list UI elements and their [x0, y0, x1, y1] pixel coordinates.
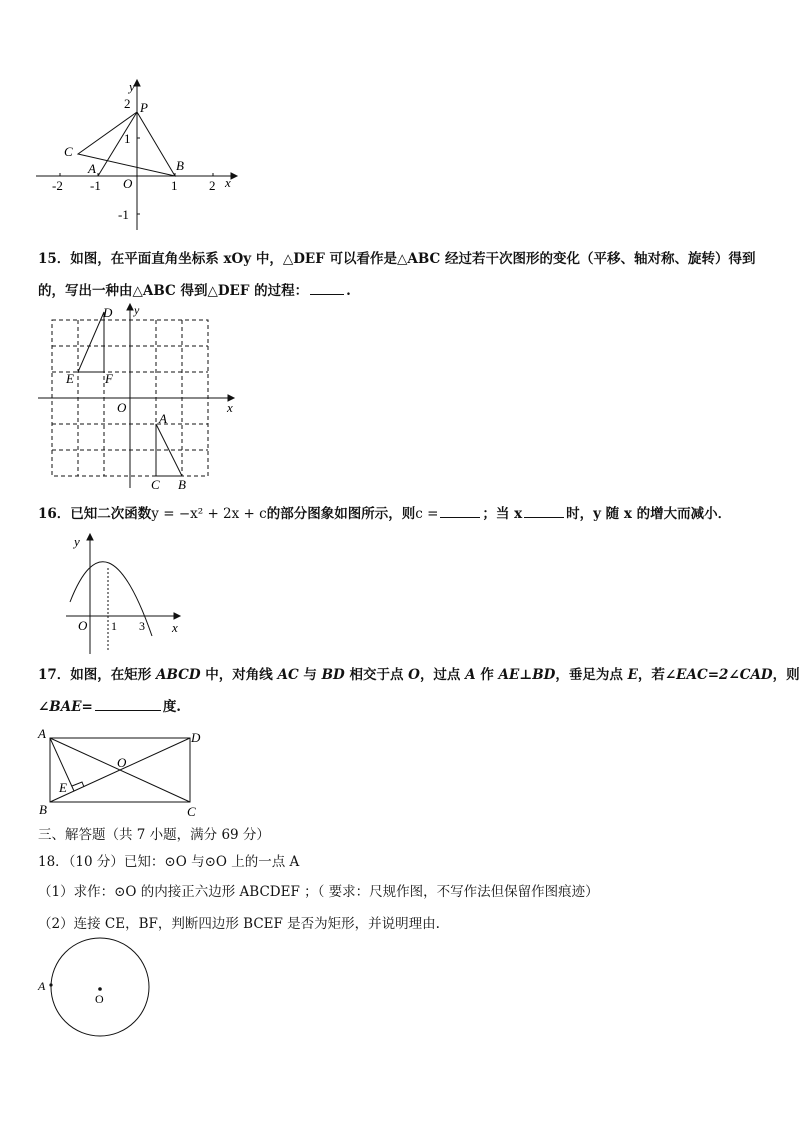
q16-line: [38, 503, 762, 524]
fig14-ytick-1: 1: [124, 131, 131, 146]
q17-answer-blank: [95, 696, 161, 711]
triangle-def: [78, 312, 104, 372]
q15-answer-blank: [310, 280, 344, 295]
fig16-axis-x: x: [172, 620, 178, 635]
q16-formula: y = −x² + 2x + c: [151, 506, 267, 522]
q17-text-e: ，过点: [419, 667, 466, 683]
q15-line2-text: 的，写出一种由△ABC 得到△DEF 的过程：: [38, 283, 309, 299]
fig18-label-a: A: [38, 979, 46, 993]
q17-o: O: [408, 667, 420, 683]
q15-line1: 15．如图，在平面直角坐标系 xOy 中，△DEF 可以看作是△ABC 经过若干次图形的变化（平移、轴对称、旋转）得到: [38, 251, 756, 267]
q17-line2: [38, 696, 762, 717]
fig18-label-o: O: [95, 992, 104, 1006]
fig15-label-e: E: [66, 371, 74, 386]
q17-text-g: ，垂足为点: [555, 667, 628, 683]
fig16-axis-y: y: [74, 534, 80, 549]
q16-semi: ；当 x: [482, 506, 523, 522]
fig17-label-d: D: [191, 730, 201, 745]
fig17-label-e: E: [59, 780, 67, 795]
fig15-label-c: C: [151, 477, 160, 492]
q16-c-eq: c =: [415, 506, 439, 522]
q18-part1: （1）求作：⊙O 的内接正六边形 ABCDEF ；（ 要求：尺规作图，不写作法但保留作图痕迹）: [38, 884, 599, 900]
q17-ac: AC: [277, 667, 299, 683]
q17-a: A: [465, 667, 476, 683]
fig14-axis-x: x: [225, 175, 231, 190]
q17-text-h: ，若: [637, 667, 665, 683]
fig14-label-b: B: [176, 158, 184, 173]
q16-prefix: 16．已知二次函数: [38, 506, 152, 522]
q18-part2: （2）连接 CE，BF，判断四边形 BCEF 是否为矩形，并说明理由.: [38, 916, 440, 932]
fig14-origin: O: [123, 176, 133, 191]
q17-degree: 度.: [162, 699, 182, 715]
fig15-label-f: F: [105, 371, 113, 386]
fig15-label-d: D: [103, 305, 113, 320]
q17-angle-bae: ∠BAE=: [38, 699, 93, 715]
q15-line2-end: .: [346, 283, 351, 299]
x-axis-arrow: [231, 173, 237, 179]
q17-condition: ∠EAC=2∠CAD: [664, 667, 773, 683]
fig17-label-o: O: [117, 755, 127, 770]
q17-text-b: 中，对角线: [200, 667, 278, 683]
fig15-axis-x: x: [227, 400, 233, 415]
figure-q16-parabola: [60, 532, 190, 656]
fig16-origin: O: [78, 618, 88, 633]
figure-q17-rectangle: [36, 724, 206, 820]
q18-title: 18．（10 分）已知：⊙O 与⊙O 上的一点 A: [38, 854, 300, 870]
q15-line2: [38, 280, 762, 301]
q16-mid: 的部分图象如图所示，则: [266, 506, 416, 522]
center-point-o: [98, 987, 102, 991]
figure-q15-grid-triangles: [36, 302, 246, 492]
fig16-tick-1: 1: [111, 619, 117, 633]
fig14-tick-1: 1: [171, 178, 178, 193]
fig15-label-a: A: [159, 411, 167, 426]
q17-bd: BD: [321, 667, 345, 683]
q17-text-d: 相交于点: [344, 667, 409, 683]
q17-text-c: 与: [298, 667, 322, 683]
q16-tail: 时，y 随 x 的增大而减小．: [566, 506, 732, 522]
fig15-axis-y: y: [134, 303, 140, 317]
fig14-axis-y: y: [129, 79, 135, 94]
fig14-ytick-neg1: -1: [118, 207, 129, 222]
figure-q14-coordinate-triangles: [36, 78, 246, 230]
fig14-label-c: C: [64, 144, 73, 159]
fig14-label-p: P: [140, 100, 148, 115]
right-angle-mark: [72, 782, 84, 787]
fig14-tick-neg1: -1: [90, 178, 101, 193]
figure-q18-circle: [36, 936, 158, 1044]
q16-blank-c: [440, 503, 480, 518]
q16-blank-x: [524, 503, 564, 518]
q17-line1: [38, 665, 800, 685]
fig17-label-a: A: [38, 726, 46, 741]
y-axis-arrow: [134, 80, 140, 86]
fig14-tick-neg2: -2: [52, 178, 63, 193]
q17-e: E: [627, 667, 638, 683]
section3-heading: 三、解答题（共 7 小题，满分 69 分）: [38, 827, 270, 843]
fig17-label-b: B: [39, 802, 47, 817]
circle-o: [51, 938, 149, 1036]
point-a: [49, 983, 52, 986]
fig17-label-c: C: [187, 804, 196, 819]
q17-text-i: ，则: [772, 667, 800, 683]
fig15-origin: O: [117, 400, 127, 415]
q17-text-f: 作: [475, 667, 499, 683]
fig15-label-b: B: [178, 477, 186, 492]
fig14-label-a: A: [88, 161, 96, 176]
q17-text-a: 17．如图，在矩形: [38, 667, 156, 683]
fig14-tick-2: 2: [209, 178, 216, 193]
fig14-ytick-2: 2: [124, 96, 131, 111]
q17-abcd: ABCD: [156, 667, 201, 683]
q17-perp: AE⊥BD: [498, 667, 556, 683]
fig16-tick-3: 3: [139, 619, 145, 633]
